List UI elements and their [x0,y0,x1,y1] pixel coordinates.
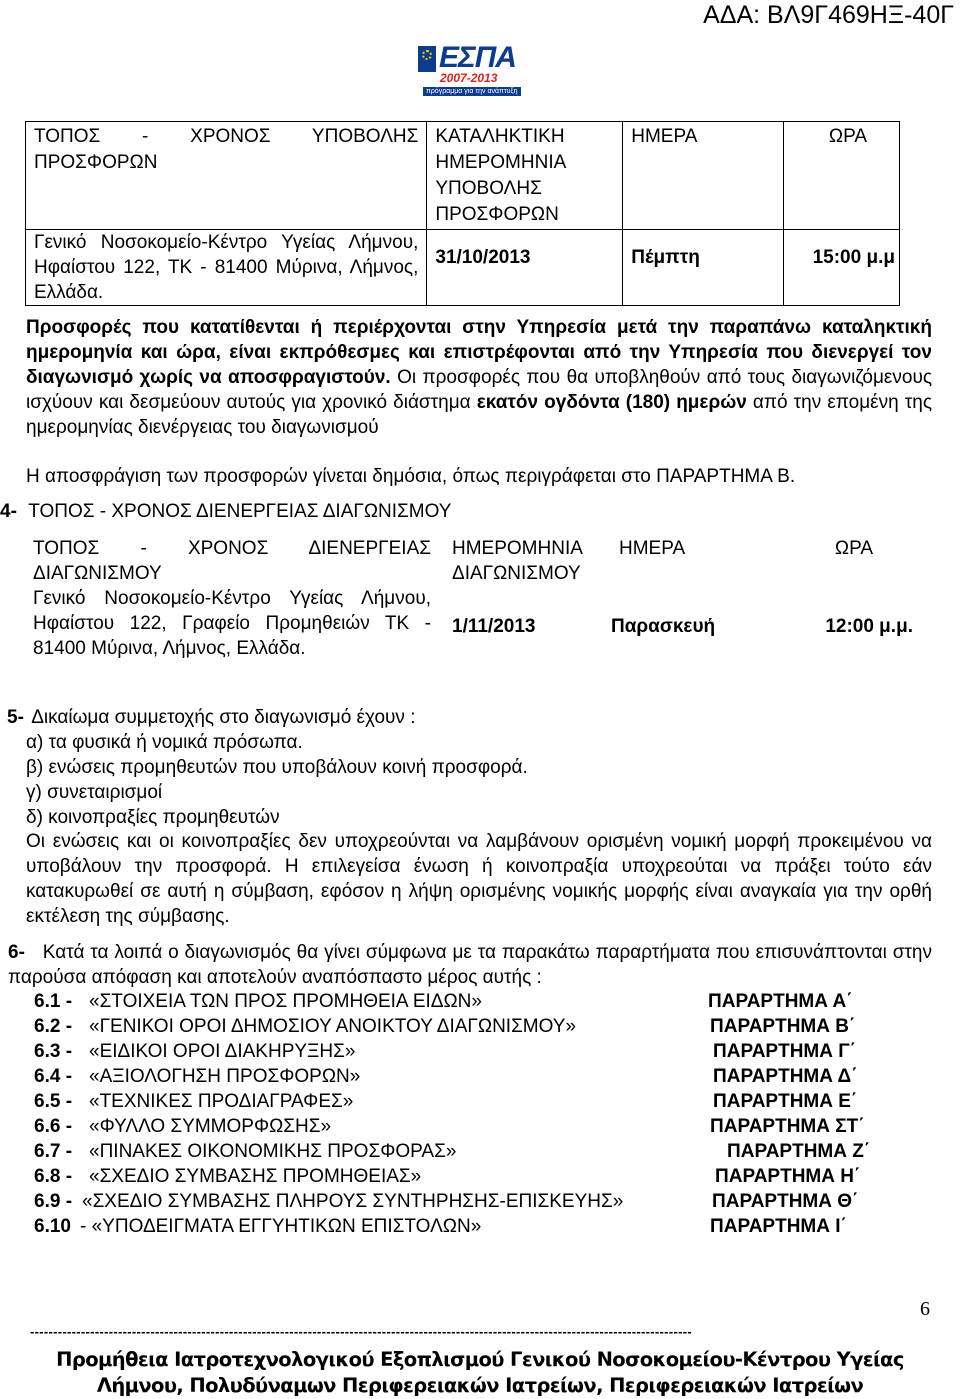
tender-place-header: ΤΟΠΟΣ - ΧΡΟΝΟΣ ΔΙΕΝΕΡΓΕΙΑΣ ΔΙΑΓΩΝΙΣΜΟΥ [33,538,431,584]
submission-deadline-header: ΚΑΤΑΛΗΚΤΙΚΗ ΗΜΕΡΟΜΗΝΙΑ ΥΠΟΒΟΛΗΣ ΠΡΟΣΦΟΡΩΝ [427,122,623,230]
annex-row: 6.6 - «ΦΥΛΛΟ ΣΥΜΜΟΡΦΩΣΗΣ» ΠΑΡΑΡΤΗΜΑ ΣΤ΄ [34,1116,865,1137]
list-item: γ) συνεταιρισμοί [26,782,163,803]
submission-time-header: ΩΡΑ [784,122,900,230]
tender-place: Γενικό Νοσοκομείο-Κέντρο Υγείας Λήμνου, Ηφαίστου 122, Γραφείο Προμηθειών ΤΚ - 81400 Μύρινα, Λήμνος, Ελλάδα. [33,588,431,659]
list-item: β) ενώσεις προμηθευτών που υποβάλουν κοινή προσφορά. [26,757,528,778]
eu-stars-icon [418,46,436,72]
page-number: 6 [920,1298,930,1320]
tender-time: 12:00 μ.μ. [825,616,913,637]
annex-row: 6.1 - «ΣΤΟΙΧΕΙΑ ΤΩΝ ΠΡΟΣ ΠΡΟΜΗΘΕΙΑ ΕΙΔΩΝ» ΠΑΡΑΡΤΗΜΑ Α΄ [34,991,853,1012]
footer-divider: ----------------------------------------------------------------------------------------------------------------------------------------------- [30,1324,692,1339]
annex-row: 6.8 - «ΣΧΕΔΙΟ ΣΥΜΒΑΣΗΣ ΠΡΟΜΗΘΕΙΑΣ» ΠΑΡΑΡΤΗΜΑ Η΄ [34,1166,861,1187]
annex-row: 6.7 - «ΠΙΝΑΚΕΣ ΟΙΚΟΝΟΜΙΚΗΣ ΠΡΟΣΦΟΡΑΣ» ΠΑΡΑΡΤΗΜΑ Ζ΄ [34,1141,871,1162]
ada-code: ΑΔΑ: ΒΛ9Γ469ΗΞ-40Γ [703,1,954,29]
tender-day: Παρασκευή [611,616,716,637]
section5-heading: 5- Δικαίωμα συμμετοχής στο διαγωνισμό έχουν : [7,707,416,728]
submission-place-header: ΤΟΠΟΣ - ΧΡΟΝΟΣ ΥΠΟΒΟΛΗΣ ΠΡΟΣΦΟΡΩΝ [26,122,427,230]
section5-note: Οι ενώσεις και οι κοινοπραξίες δεν υποχρεούνται να λαμβάνουν ορισμένη νομική μορφή προκειμένου να υποβάλουν την προσφορά. Η επιλεγείσα ένωση ή κοινοπραξία υποχρεούται να πράξει τούτο εάν κατακυρωθεί σε αυτή η σύμβαση, εφόσον η λήψη ορισμένης νομικής μορφής είναι αναγκαία για την ορθή εκτέλεση της σύμβασης. [26,831,932,927]
footer-line-1: Προμήθεια Ιατροτεχνολογικού Εξοπλισμού Γενικού Νοσοκομείου-Κέντρου Υγείας [56,1348,904,1371]
submission-day: Πέμπτη [623,230,784,306]
late-offers-paragraph: Προσφορές που κατατίθενται ή περιέρχονται στην Υπηρεσία μετά την παραπάνω καταληκτική ημερομηνία και ώρα, είναι εκπρόθεσμες και επιστρέφονται από την Υπηρεσία που διενεργεί τον διαγωνισμό χωρίς να αποσφραγιστούν. Οι προσφορές που θα υποβληθούν από τους διαγωνιζόμενους ισχύουν και δεσμεύουν αυτούς για χρονικό διάστημα εκατόν ογδόντα (180) ημερών από την επομένη της ημερομηνίας διενέργειας του διαγωνισμού [26,317,933,438]
annex-row: 6.5 - «ΤΕΧΝΙΚΕΣ ΠΡΟΔΙΑΓΡΑΦΕΣ» ΠΑΡΑΡΤΗΜΑ Ε΄ [34,1091,858,1112]
annex-row: 6.2 - «ΓΕΝΙΚΟΙ ΟΡΟΙ ΔΗΜΟΣΙΟΥ ΑΝΟΙΚΤΟΥ ΔΙΑΓΩΝΙΣΜΟΥ» ΠΑΡΑΡΤΗΜΑ Β΄ [34,1016,856,1037]
logo-years: 2007-2013 [440,71,498,85]
tender-day-header: ΗΜΕΡΑ [619,538,686,559]
submission-place: Γενικό Νοσοκομείο-Κέντρο Υγείας Λήμνου, Ηφαίστου 122, ΤΚ - 81400 Μύρινα, Λήμνος, Ελλάδα. [26,230,427,306]
annex-row: 6.4 - «ΑΞΙΟΛΟΓΗΣΗ ΠΡΟΣΦΟΡΩΝ» ΠΑΡΑΡΤΗΜΑ Δ΄ [34,1066,858,1087]
submission-time: 15:00 μ.μ [784,230,900,306]
submission-day-header: ΗΜΕΡΑ [623,122,784,230]
list-item: δ) κοινοπραξίες προμηθευτών [26,807,280,828]
tender-table [33,536,913,686]
tender-date: 1/11/2013 [452,616,536,637]
annex-row: 6.3 - «ΕΙΔΙΚΟΙ ΟΡΟΙ ΔΙΑΚΗΡΥΞΗΣ» ΠΑΡΑΡΤΗΜΑ Γ΄ [34,1041,857,1062]
list-item: α) τα φυσικά ή νομικά πρόσωπα. [26,732,303,753]
logo-tagline: πρόγραμμα για την ανάπτυξη [423,87,521,96]
section6-intro: 6- Κατά τα λοιπά ο διαγωνισμός θα γίνει σύμφωνα με τα παρακάτω παραρτήματα που επισυνάπτονται στην παρούσα απόφαση και αποτελούν αναπόσπαστο μέρος αυτής : [8,942,932,988]
tender-time-header: ΩΡΑ [834,538,873,559]
annex-row: 6.9 - «ΣΧΕΔΙΟ ΣΥΜΒΑΣΗΣ ΠΛΗΡΟΥΣ ΣΥΝΤΗΡΗΣΗΣ-ΕΠΙΣΚΕΥΗΣ» ΠΑΡΑΡΤΗΜΑ Θ΄ [34,1191,859,1212]
unsealing-text: Η αποσφράγιση των προσφορών γίνεται δημόσια, όπως περιγράφεται στο ΠΑΡΑΡΤΗΜΑ Β. [26,466,796,487]
tender-date-header: ΗΜΕΡΟΜΗΝΙΑ ΔΙΑΓΩΝΙΣΜΟΥ [452,538,582,584]
espa-logo [418,41,518,100]
submission-date: 31/10/2013 [427,230,623,306]
submission-table [25,121,900,306]
section5-list [26,730,528,830]
logo-name: ΕΣΠΑ [439,41,516,74]
footer-line-2: Λήμνου, Πολυδύναμων Περιφερειακών Ιατρείων, Περιφερειακών Ιατρείων [96,1374,864,1397]
annex-row: 6.10 - «ΥΠΟΔΕΙΓΜΑΤΑ ΕΓΓΥΗΤΙΚΩΝ ΕΠΙΣΤΟΛΩΝ» ΠΑΡΑΡΤΗΜΑ Ι΄ [34,1216,847,1237]
section4-heading: 4- ΤΟΠΟΣ - ΧΡΟΝΟΣ ΔΙΕΝΕΡΓΕΙΑΣ ΔΙΑΓΩΝΙΣΜΟΥ [0,501,452,522]
